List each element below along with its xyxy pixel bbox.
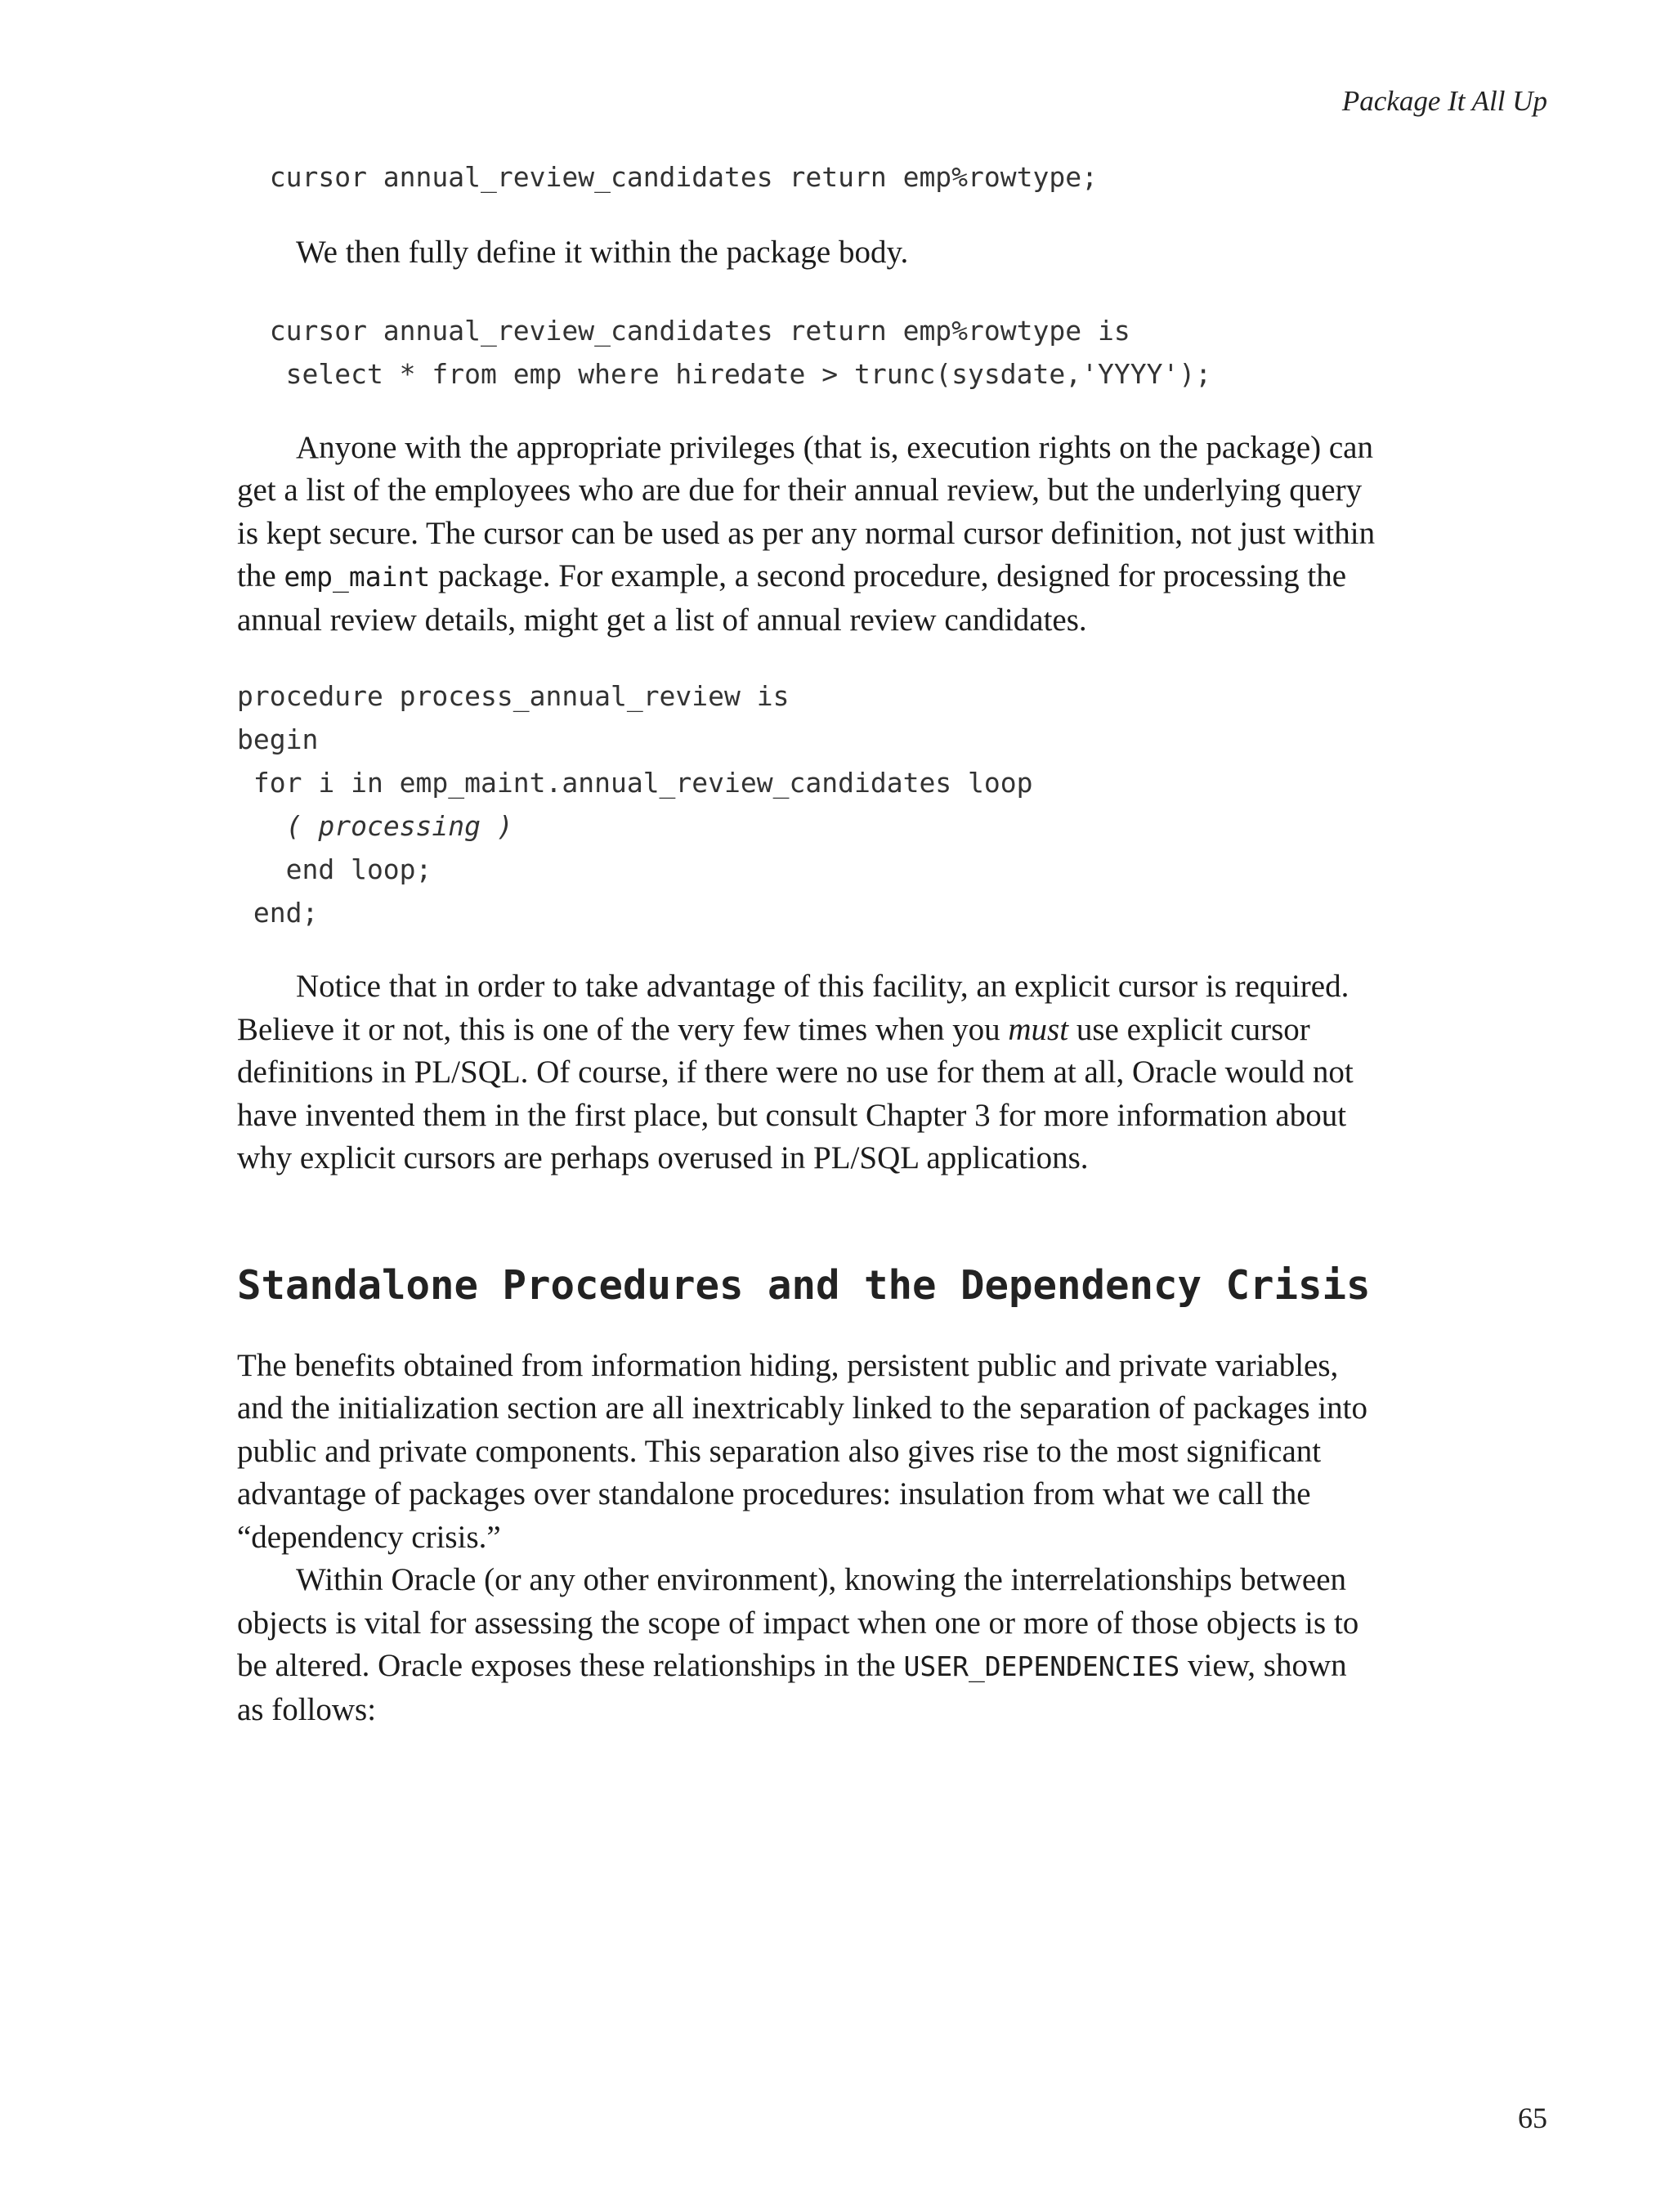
code-line: end; xyxy=(237,897,319,929)
paragraph-text: Notice that in order to take advantage of this facility, an explicit cursor is required. Believe it or not, this is one of the very few times when you xyxy=(237,969,1349,1047)
code-comment: ( processing ) xyxy=(285,810,513,842)
section-heading: Standalone Procedures and the Dependency Crisis xyxy=(237,1261,1371,1309)
emphasis: must xyxy=(1008,1011,1069,1047)
paragraph-text: package. For example, a second procedure, designed for processing the annual review details, might get a list of annual review candidates. xyxy=(237,558,1347,638)
running-head: Package It All Up xyxy=(1341,85,1547,117)
paragraph xyxy=(237,965,1369,1180)
code-line: for i in emp_maint.annual_review_candidates loop xyxy=(237,767,1033,799)
code-block-cursor-body xyxy=(237,309,1381,396)
code-line: procedure process_annual_review is xyxy=(237,680,790,712)
page-content xyxy=(237,155,1381,1731)
paragraph-text: Within Oracle (or any other environment), knowing the interrelationships between objects is vital for assessing the scope of impact when one or more of those objects is to be altered. Oracle exposes these relationships in the xyxy=(237,1562,1359,1683)
code-line: select * from emp where hiredate > trunc(sysdate,'YYYY'); xyxy=(237,357,1212,390)
paragraph-text: use explicit cursor definitions in PL/SQL. Of course, if there were no use for them at all, Oracle would not have invented them in the first place, but consult Chapter 3 for more information about why explicit cursors are perhaps overused in PL/SQL applications. xyxy=(237,1011,1354,1175)
inline-code: USER_DEPENDENCIES xyxy=(903,1650,1180,1682)
paragraph-text: Anyone with the appropriate privileges (that is, execution rights on the package) can get a list of the employees who are due for their annual review, but the underlying query is kept secure. The cursor can be used as per any normal cursor definition, not just within the xyxy=(237,429,1376,593)
code-line: end loop; xyxy=(237,853,432,885)
code-line: begin xyxy=(237,723,319,755)
paragraph xyxy=(237,1559,1365,1731)
paragraph-text: view, shown as follows: xyxy=(237,1648,1347,1727)
page-number: 65 xyxy=(1518,2102,1547,2134)
code-block-procedure xyxy=(237,674,1381,934)
code-comment-line xyxy=(237,804,1381,848)
code-line: cursor annual_review_candidates return emp%rowtype; xyxy=(237,161,1098,193)
paragraph xyxy=(237,427,1390,643)
code-line: cursor annual_review_candidates return emp%rowtype is xyxy=(237,314,1130,347)
paragraph: We then fully define it within the package body. xyxy=(296,235,909,270)
code-block-cursor-spec xyxy=(237,155,1381,199)
paragraph: The benefits obtained from information hiding, persistent public and private variables, and the initialization section are all inextricably linked to the separation of packages into public and private components. This separation also gives rise to the most significant advantage of packages over standalone procedures: insulation from what we call the “dependency crisis.” xyxy=(237,1347,1367,1555)
inline-code: emp_maint xyxy=(284,561,431,593)
